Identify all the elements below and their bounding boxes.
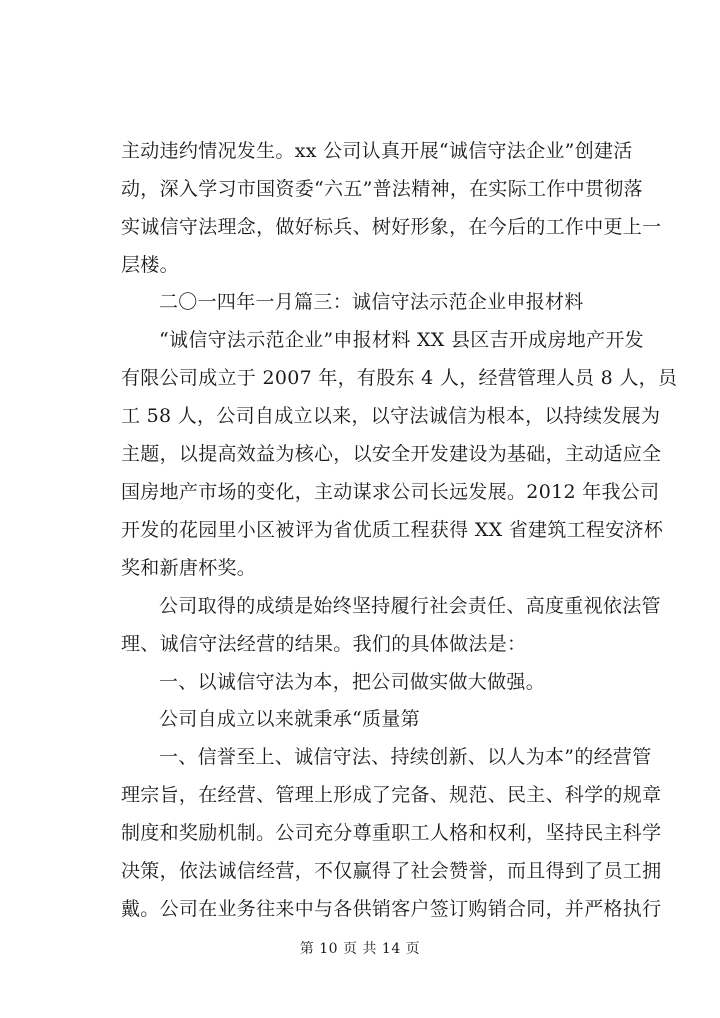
paragraph-line: 工 58 人，公司自成立以来，以守法诚信为根本，以持续发展为 (121, 405, 661, 427)
paragraph-line: 一、以诚信守法为本，把公司做实做大做强。 (159, 671, 546, 693)
paragraph-line: 奖和新唐杯奖。 (121, 557, 257, 579)
paragraph-line: “诚信守法示范企业”申报材料 XX 县区吉开成房地产开发 (159, 329, 644, 351)
paragraph-line: 理、诚信守法经营的结果。我们的具体做法是： (121, 633, 527, 655)
paragraph-line: 公司取得的成绩是始终坚持履行社会责任、高度重视依法管 (159, 595, 661, 617)
paragraph-line: 制度和奖励机制。公司充分尊重职工人格和权利，坚持民主科学 (121, 822, 662, 844)
page-number-footer: 第 10 页 共 14 页 (299, 941, 421, 957)
paragraph-line: 主动违约情况发生。xx 公司认真开展“诚信守法企业”创建活 (121, 140, 633, 162)
paragraph-line: 层楼。 (121, 254, 179, 276)
section-heading: 二〇一四年一月篇三：诚信守法示范企业申报材料 (159, 291, 584, 313)
paragraph-line: 决策，依法诚信经营，不仅赢得了社会赞誉，而且得到了员工拥 (121, 860, 662, 882)
paragraph-line: 国房地产市场的变化，主动谋求公司长远发展。2012 年我公司 (121, 481, 660, 503)
paragraph-line: 开发的花园里小区被评为省优质工程获得 XX 省建筑工程安济杯 (121, 519, 664, 541)
paragraph-line: 一、信誉至上、诚信守法、持续创新、以人为本”的经营管 (159, 746, 652, 768)
paragraph-line: 戴。公司在业务往来中与各供销客户签订购销合同，并严格执行 (121, 898, 662, 920)
paragraph-line: 理宗旨，在经营、管理上形成了完备、规范、民主、科学的规章 (121, 784, 662, 806)
paragraph-line: 主题，以提高效益为核心，以安全开发建设为基础，主动适应全 (121, 443, 662, 465)
paragraph-line: 动，深入学习市国资委“六五”普法精神，在实际工作中贯彻落 (121, 178, 643, 200)
paragraph-line: 实诚信守法理念，做好标兵、树好形象，在今后的工作中更上一 (121, 216, 662, 238)
paragraph-line: 公司自成立以来就秉承“质量第 (159, 708, 420, 730)
paragraph-line: 有限公司成立于 2007 年，有股东 4 人，经营管理人员 8 人，员 (121, 367, 678, 389)
